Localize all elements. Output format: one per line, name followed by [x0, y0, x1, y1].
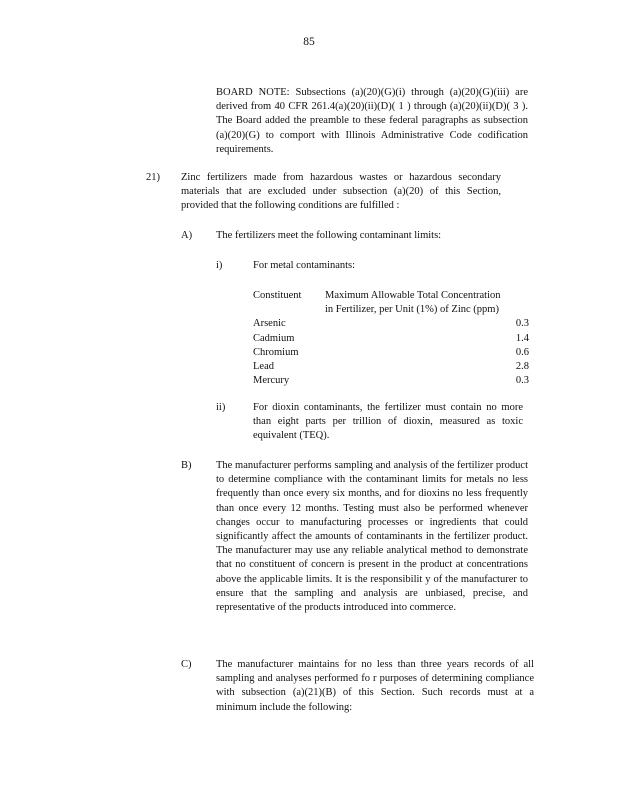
constituent-name: Lead [253, 361, 274, 373]
table-row [253, 346, 529, 360]
constituent-value: 1.4 [515, 332, 529, 344]
header-limit-line1: Maximum Allowable Total Concentration [325, 290, 501, 301]
constituent-name: Mercury [253, 375, 290, 387]
item-b-marker: B) [181, 460, 192, 471]
constituent-value: 0.3 [515, 375, 529, 387]
table-row [253, 374, 529, 388]
header-limit [325, 289, 529, 317]
header-limit-line2: in Fertilizer, per Unit (1%) of Zinc (ppm) [325, 304, 499, 316]
page-number: 85 [303, 36, 315, 48]
item-c-marker: C) [181, 659, 192, 670]
item-a-i-text: For metal contaminants: [253, 260, 356, 271]
item-c-text: The manufacturer maintains for no less than three years records of all sampling and analyses performed fo r purposes of determining compliance with subsection (a)(21)(B) of this Section. Such records must at a minimum include the following: [216, 659, 534, 713]
constituent-name: Cadmium [253, 332, 295, 344]
item-b-text: The manufacturer performs sampling and analysis of the fertilizer product to determine compliance with the contaminant limits for metals no less frequently than once every six months, and for dioxins no less frequently than once every 12 months. Testing must also be performed whenever changes occur to manufacturing processes or ingredients that could significantly affect the amounts of contaminants in the fertilizer product. The manufacturer may use any reliable analytical method to demonstrate that no constituent of concern is present in the product at concentrations above the applicable limits. It is the responsibilit y of the manufacturer to ensure that the sampling and analysis are unbiased, precise, and representative of the products introduced into commerce. [216, 460, 528, 614]
metal-contaminants-table [253, 289, 529, 388]
table-row [253, 332, 529, 346]
item-a-i-marker: i) [216, 260, 223, 271]
constituent-value: 2.8 [515, 361, 529, 373]
constituent-name: Chromium [253, 346, 299, 358]
table-row [253, 317, 529, 331]
board-note: BOARD NOTE: Subsections (a)(20)(G)(i) through (a)(20)(G)(iii) are derived from 40 CFR 261.4(a)(20)(ii)(D)( 1 ) through (a)(20)(ii)(D)( 3 ). The Board added the preamble to these federal paragraphs as subsection (a)(20)(G) to comport with Illinois Administrative Code codification requirements. [216, 87, 528, 155]
table-row [253, 360, 529, 374]
item-a-ii-text: For dioxin contaminants, the fertilizer must contain no more than eight parts per trillion of dioxin, measured as toxic equivalent (TEQ). [253, 402, 523, 442]
constituent-value: 0.6 [515, 346, 529, 358]
header-constituent: Constituent [253, 290, 302, 301]
item-a-text: The fertilizers meet the following contaminant limits: [216, 230, 442, 241]
item-21-marker: 21) [146, 172, 160, 183]
constituent-value: 0.3 [515, 318, 529, 330]
table-header [253, 289, 529, 317]
item-a-marker: A) [181, 230, 193, 241]
item-a-ii-marker: ii) [216, 402, 226, 413]
constituent-name: Arsenic [253, 318, 286, 330]
item-21-text: Zinc fertilizers made from hazardous wastes or hazardous secondary materials that are excluded under subsection (a)(20) of this Section, provided that the following conditions are fulfilled : [181, 172, 501, 212]
